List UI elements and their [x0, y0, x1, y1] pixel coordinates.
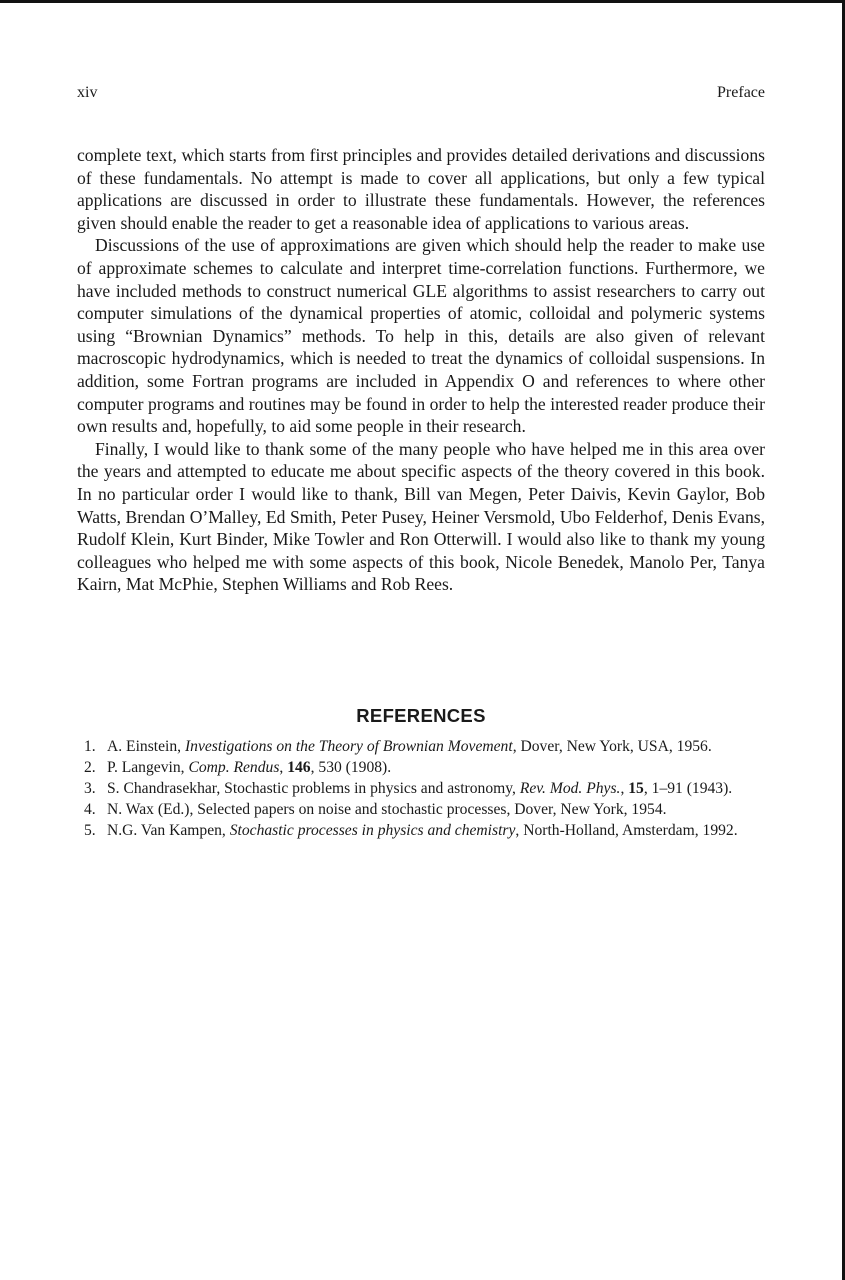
reference-authors: N.G. Van Kampen,: [107, 822, 230, 839]
reference-journal: Rev. Mod. Phys.: [519, 780, 621, 797]
reference-authors: A. Einstein,: [107, 738, 185, 755]
preface-body: [77, 144, 765, 596]
reference-authors: S. Chandrasekhar, Stochastic problems in physics and astronomy,: [107, 780, 520, 797]
page-number: xiv: [77, 84, 98, 101]
reference-number: 2.: [84, 759, 96, 776]
paragraph-2: Discussions of the use of approximations are given which should help the reader to make use of approximate schemes to calculate and interpret time-correlation functions. Furthermore, we have included methods to construct numerical GLE algorithms to assist researchers to carry out computer simulations of the dynamical properties of atomic, colloidal and polymeric systems using “Brownian Dynamics” methods. To help in this, details are also given of relevant macroscopic hydrodynamics, which is needed to treat the dynamics of colloidal suspensions. In addition, some Fortran programs are included in Appendix O and references to where other computer programs and routines may be found in order to help the interested reader produce their own results and, hopefully, to aid some people in their research.: [77, 235, 765, 437]
references-heading: REFERENCES: [356, 705, 486, 727]
reference-details: , 1–91 (1943).: [643, 780, 733, 797]
reference-title: Stochastic processes in physics and chemistry: [229, 822, 516, 839]
reference-text: N. Wax (Ed.), Selected papers on noise and stochastic processes, Dover, New York, 1954.: [107, 801, 667, 818]
reference-separator: ,: [279, 759, 288, 776]
reference-details: , North-Holland, Amsterdam, 1992.: [515, 822, 738, 839]
running-head: [77, 84, 765, 106]
reference-separator: ,: [620, 780, 629, 797]
reference-item: [77, 736, 765, 757]
references-list: [77, 736, 765, 841]
reference-details: , Dover, New York, USA, 1956.: [512, 738, 712, 755]
page-top-edge: [0, 0, 845, 3]
reference-number: 4.: [84, 801, 96, 818]
reference-title: Investigations on the Theory of Brownian Movement: [184, 738, 513, 755]
reference-volume: 15: [628, 780, 644, 797]
reference-journal: Comp. Rendus: [188, 759, 280, 776]
reference-authors: P. Langevin,: [107, 759, 189, 776]
paragraph-3: Finally, I would like to thank some of the many people who have helped me in this area over the years and attempted to educate me about specific aspects of the theory covered in this book. In no particular order I would like to thank, Bill van Megen, Peter Daivis, Kevin Gaylor, Bob Watts, Brendan O’Malley, Ed Smith, Peter Pusey, Heiner Versmold, Ubo Felderhof, Denis Evans, Rudolf Klein, Kurt Binder, Mike Towler and Ron Otterwill. I would also like to thank my young colleagues who helped me with some aspects of this book, Nicole Benedek, Manolo Per, Tanya Kairn, Mat McPhie, Stephen Williams and Rob Rees.: [77, 438, 765, 595]
reference-item: [77, 820, 765, 841]
reference-volume: 146: [287, 759, 311, 776]
reference-item: [77, 757, 765, 778]
reference-item: [77, 778, 765, 799]
reference-item: [77, 799, 765, 820]
reference-number: 3.: [84, 780, 96, 797]
reference-details: , 530 (1908).: [310, 759, 392, 776]
paragraph-1: complete text, which starts from first principles and provides detailed derivations and discussions of these fundamentals. No attempt is made to cover all applications, but only a few typical applications are discussed in order to illustrate these fundamentals. However, the references given should enable the reader to get a reasonable idea of applications to various areas.: [77, 145, 765, 233]
reference-number: 5.: [84, 822, 96, 839]
section-title: Preface: [717, 84, 765, 101]
reference-number: 1.: [84, 738, 96, 755]
